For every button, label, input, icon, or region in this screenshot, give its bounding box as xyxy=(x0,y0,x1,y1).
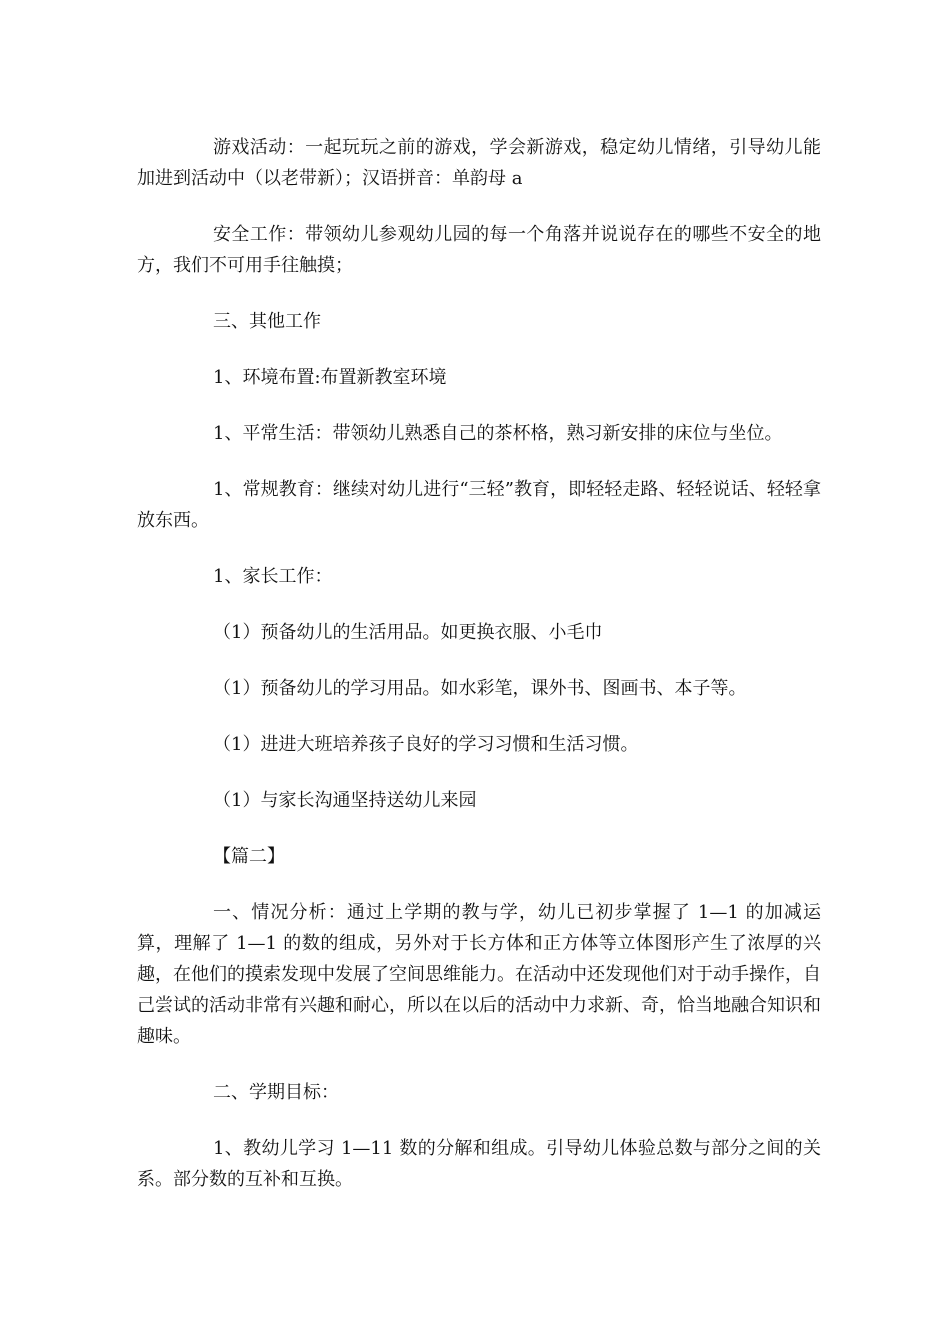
section-heading-other-work: 三、其他工作 xyxy=(213,311,321,332)
paragraph-situation-analysis: 一、情况分析：通过上学期的教与学，幼儿已初步掌握了 1—1 的加减运算，理解了 1—1 的数的组成，另外对于长方体和正方体等立体图形产生了浓厚的兴趣，在他们的摸索发现中发展了空间思维能力。在活动中还发现他们对于动手操作，自己尝试的活动非常有兴趣和耐心，所以在以后的活动中力求新、奇，恰当地融合知识和趣味。 xyxy=(137,902,821,1047)
paragraph-goal-one: 1、教幼儿学习 1—11 数的分解和组成。引导幼儿体验总数与部分之间的关系。部分数的互补和互换。 xyxy=(137,1138,821,1190)
paragraph-parent-work: 1、家长工作： xyxy=(213,566,333,587)
list-item-habits: （1）进进大班培养孩子良好的学习习惯和生活习惯。 xyxy=(213,734,639,755)
paragraph-game-activity: 游戏活动：一起玩玩之前的游戏，学会新游戏，稳定幼儿情绪，引导幼儿能加进到活动中（以老带新）；汉语拼音：单韵母 a xyxy=(137,137,821,189)
document-page xyxy=(137,132,821,1220)
paragraph-safety-work: 安全工作：带领幼儿参观幼儿园的每一个角落并说说存在的哪些不安全的地方，我们不可用手往触摸； xyxy=(137,224,821,276)
section-heading-part-two: 【篇二】 xyxy=(213,846,285,867)
paragraph-environment: 1、环境布置:布置新教室环境 xyxy=(213,367,447,388)
list-item-living-supplies: （1）预备幼儿的生活用品。如更换衣服、小毛巾 xyxy=(213,622,603,643)
list-item-communication: （1）与家长沟通坚持送幼儿来园 xyxy=(213,790,477,811)
section-heading-semester-goals: 二、学期目标： xyxy=(213,1082,339,1103)
paragraph-routine-education: 1、常规教育：继续对幼儿进行“三轻”教育，即轻轻走路、轻轻说话、轻轻拿放东西。 xyxy=(137,479,821,531)
list-item-study-supplies: （1）预备幼儿的学习用品。如水彩笔，课外书、图画书、本子等。 xyxy=(213,678,747,699)
paragraph-daily-life: 1、平常生活：带领幼儿熟悉自己的茶杯格，熟习新安排的床位与坐位。 xyxy=(213,423,783,444)
